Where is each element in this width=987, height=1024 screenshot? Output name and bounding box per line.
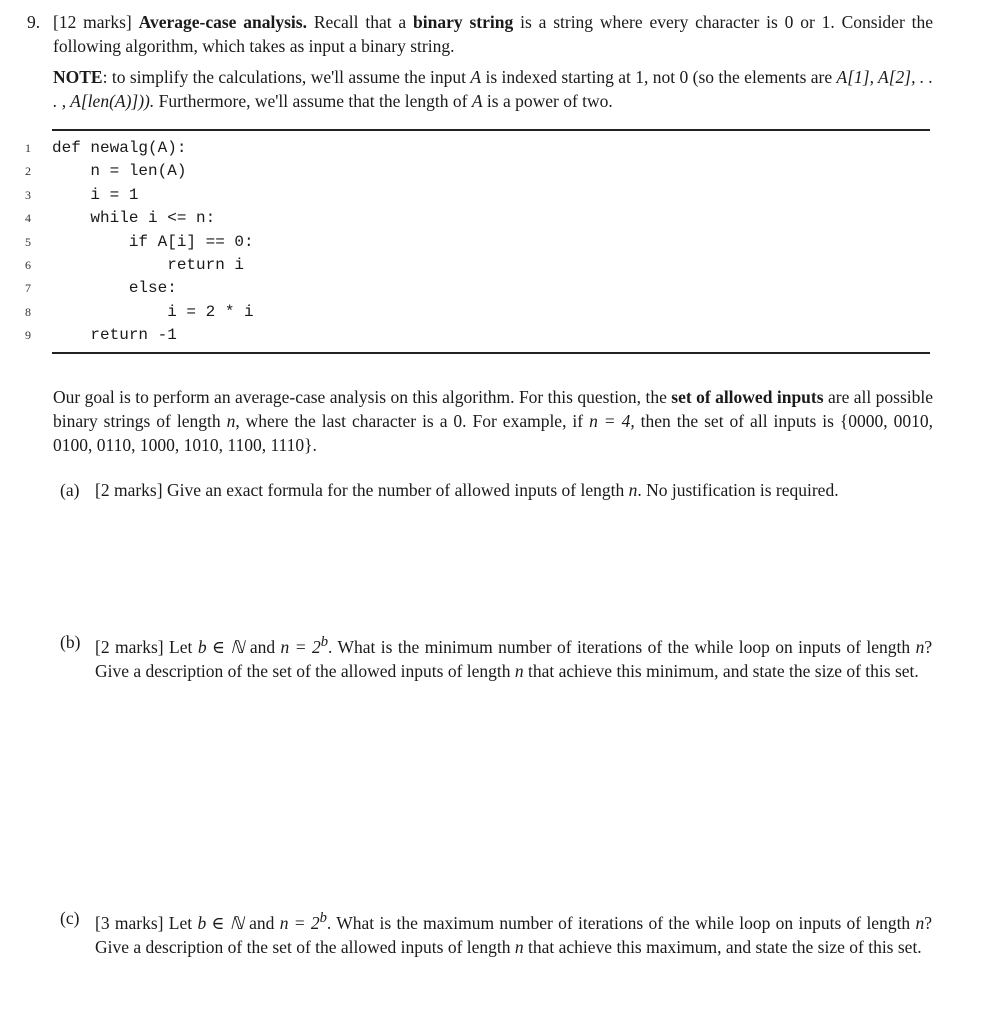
question-title: Average-case analysis. bbox=[138, 12, 307, 32]
note-text-2: is indexed starting at 1, not 0 (so the elements are bbox=[485, 67, 833, 87]
code-text: while i <= n: bbox=[52, 209, 216, 228]
part-b-text-2: . What is the minimum number of iterations of the while loop on inputs of length bbox=[328, 636, 911, 657]
part-c-text-4: that achieve this maximum, and state the size of this set. bbox=[528, 936, 922, 957]
part-c-text-2: . What is the maximum number of iterations of the while loop on inputs of length bbox=[326, 912, 911, 933]
part-b-b-in-n: b ∈ ℕ bbox=[197, 636, 245, 657]
code-line bbox=[0, 231, 960, 254]
line-number: 8 bbox=[25, 304, 31, 319]
part-b-var-n: n bbox=[915, 636, 925, 657]
question-marks: [12 marks] bbox=[53, 12, 132, 32]
part-c-exponent: b bbox=[319, 910, 327, 926]
code-line bbox=[0, 254, 960, 277]
note-var-a: A bbox=[470, 67, 482, 87]
part-c bbox=[60, 906, 932, 959]
question-intro bbox=[53, 10, 933, 58]
part-b-var-n-2: n bbox=[514, 660, 524, 681]
code-line bbox=[0, 207, 960, 230]
allowed-inputs-term: set of allowed inputs bbox=[671, 387, 824, 407]
line-number: 2 bbox=[25, 164, 31, 179]
code-text: return -1 bbox=[52, 326, 177, 345]
code-text: else: bbox=[52, 279, 177, 298]
code-text: i = 2 * i bbox=[52, 302, 254, 321]
part-b-and: and bbox=[249, 636, 276, 657]
code-top-rule bbox=[52, 129, 930, 131]
part-c-var-n-2: n bbox=[514, 936, 524, 957]
goal-text-3: , where the last character is a 0. For example, if bbox=[235, 411, 584, 431]
part-c-and: and bbox=[249, 912, 275, 933]
code-line bbox=[0, 137, 960, 160]
code-listing bbox=[0, 137, 960, 348]
note-text-3: Furthermore, we'll assume that the length of bbox=[158, 91, 468, 111]
line-number: 3 bbox=[25, 187, 31, 202]
goal-var-n: n bbox=[226, 411, 236, 431]
part-a-text bbox=[95, 478, 932, 502]
part-b-text bbox=[95, 630, 932, 683]
code-text: def newalg(A): bbox=[52, 139, 187, 157]
part-a-text-1: Give an exact formula for the number of allowed inputs of length bbox=[166, 480, 625, 500]
line-number: 5 bbox=[25, 234, 31, 249]
goal-text-2: are all possible binary strings of length bbox=[53, 387, 934, 431]
part-c-b-in-n: b ∈ ℕ bbox=[197, 912, 244, 933]
code-line bbox=[0, 324, 960, 347]
note-text-4: is a power of two. bbox=[486, 91, 613, 111]
goal-text-4: then the set of all inputs is {0000, 0010, 0100, 0110, 1000, 1010, 1100, 1110}. bbox=[53, 411, 934, 455]
note-paragraph bbox=[53, 65, 933, 113]
code-text: if A[i] == 0: bbox=[52, 232, 254, 251]
code-text: n = len(A) bbox=[52, 162, 187, 181]
part-c-text-3: ? Give a description of the set of the allowed inputs of length bbox=[95, 912, 933, 957]
part-a-marks: [2 marks] bbox=[95, 480, 163, 500]
part-a-text-2: . No justification is required. bbox=[637, 480, 839, 500]
line-number: 4 bbox=[25, 211, 31, 226]
part-c-n-equals: n = 2 bbox=[279, 912, 320, 933]
part-c-text-1: Let bbox=[168, 912, 193, 933]
part-b-text-1: Let bbox=[169, 636, 193, 657]
code-line bbox=[0, 160, 960, 183]
line-number: 6 bbox=[25, 257, 31, 272]
goal-text-1: Our goal is to perform an average-case analysis on this algorithm. For this question, the bbox=[53, 387, 667, 407]
code-line bbox=[0, 301, 960, 324]
part-a-var-n: n bbox=[628, 480, 638, 500]
intro-text-1: Recall that a bbox=[313, 12, 407, 32]
note-var-a-2: A bbox=[471, 91, 483, 111]
part-b-marks: [2 marks] bbox=[95, 636, 164, 657]
code-text: i = 1 bbox=[52, 185, 139, 204]
code-text: return i bbox=[52, 255, 245, 274]
note-elements: A[1], A[2], . . . , A[len(A)])). bbox=[53, 67, 933, 111]
part-a-label: (a) bbox=[60, 480, 80, 500]
line-number: 9 bbox=[25, 328, 31, 343]
question-number: 9. bbox=[27, 12, 41, 32]
note-text-1: : to simplify the calculations, we'll assume the input bbox=[102, 67, 467, 87]
intro-text-2: is a string where every character is 0 or 1. Consider the following algorithm, which takes as input a binary string. bbox=[53, 12, 933, 56]
part-b-label: (b) bbox=[60, 632, 81, 652]
part-c-text bbox=[95, 906, 932, 959]
part-a bbox=[60, 478, 932, 502]
part-b-text-3: ? Give a description of the set of the allowed inputs of length bbox=[95, 636, 933, 681]
line-number: 1 bbox=[25, 141, 31, 155]
code-line bbox=[0, 184, 960, 207]
part-c-var-n: n bbox=[915, 912, 925, 933]
part-b bbox=[60, 630, 932, 683]
code-bottom-rule bbox=[52, 352, 930, 354]
code-line bbox=[0, 277, 960, 300]
goal-n-equals: n = 4, bbox=[589, 411, 635, 431]
part-b-exponent: b bbox=[320, 634, 328, 650]
goal-paragraph bbox=[53, 385, 933, 457]
binary-string-term: binary string bbox=[413, 12, 514, 32]
note-label: NOTE bbox=[53, 67, 103, 87]
part-c-marks: [3 marks] bbox=[95, 912, 164, 933]
part-b-n-equals: n = 2 bbox=[280, 636, 321, 657]
part-b-text-4: that achieve this minimum, and state the size of this set. bbox=[528, 660, 919, 681]
line-number: 7 bbox=[25, 281, 31, 296]
part-c-label: (c) bbox=[60, 908, 80, 928]
